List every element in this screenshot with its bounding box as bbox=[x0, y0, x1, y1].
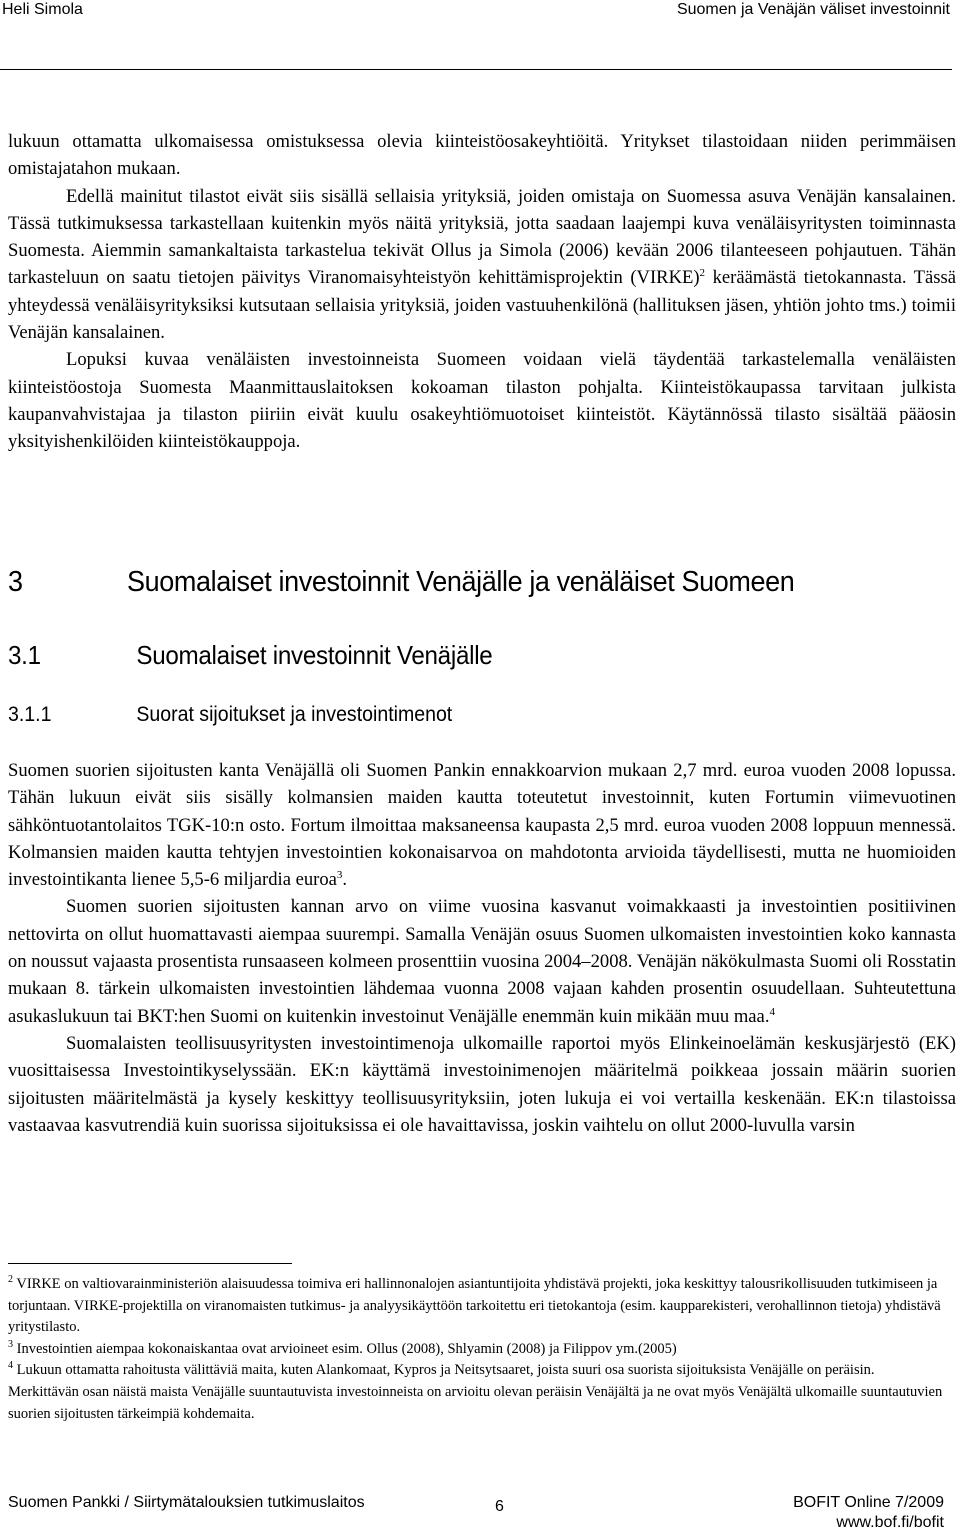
footnotes bbox=[8, 1274, 948, 1425]
footnote-4: $^4$ Lukuun ottamatta rahoitusta välittäviä maita, kuten Alankomaat, Kypros ja Neitsytsaaret, joista suuri osa suorista sijoituksista Venäjälle on peräisin. Merkittävän osan näistä maista Venäjälle suuntautuvista investoinneista on arvioitu olevan peräisin Venäjältä ja ne ovat myös Venäjältä ulkomaille suuntautuvien suorien sijoitusten tärkeimpiä kohdemaita. bbox=[8, 1360, 943, 1422]
header-author: Heli Simola bbox=[2, 1, 83, 18]
section-paragraph-2: Suomen suorien sijoitusten kannan arvo on viime vuosina kasvanut voimakkaasti ja investointien positiivinen nettovirta on ollut huomattavasti aiempaa suurempi. Samalla Venäjän osuus Suomen ulkomaisten investointien koko kannasta on noussut vajaasta prosentista runsaaseen kolmeen prosenttiin vuosina 2004–2008. Venäjän näkökulmasta Suomi oli Rosstatin mukaan 8. tärkein ulkomaisten investointien lähdemaa vuonna 2008 vajaan kahden prosentin osuudellaan. Suhteutettuna asukaslukuun tai BKT:hen Suomi on kuitenkin investoinut Venäjälle enemmän kuin mikään muu maa.$^4$ bbox=[8, 896, 956, 1027]
footnote-ref-4[interactable]: 4 bbox=[769, 1005, 775, 1018]
section-paragraph-1: Suomen suorien sijoitusten kanta Venäjällä oli Suomen Pankin ennakkoarvion mukaan 2,7 mrd. euroa vuoden 2008 lopussa. Tähän lukuun eivät siis sisälly kolmansien maiden kautta toteutetut investoinnit, kuten Fortumin viimevuotinen sähköntuotantolaitos TGK-10:n osto. Fortum ilmoittaa maksaneensa kaupasta 2,5 mrd. euroa vuoden 2008 loppuun mennessä. Kolmansien maiden kautta tehtyjen investointien kokonaisarvoa on mahdotonta arvioida täydellisesti, mutta ne huomioiden investointikanta lienee 5,5-6 miljardia euroa$^3$. bbox=[8, 760, 956, 891]
footer-url[interactable]: www.bof.fi/bofit bbox=[836, 1514, 944, 1531]
intro-paragraph-1: lukuun ottamatta ulkomaisessa omistuksessa olevia kiinteistöosakeyhtiöitä. Yritykset tilastoidaan niiden perimmäisen omistajatahon mukaan. bbox=[8, 131, 956, 180]
footnote-3: $^3$ Investointien aiempaa kokonaiskantaa ovat arvioineet esim. Ollus (2008), Shlyamin (2008) ja Filippov ym.(2005) bbox=[8, 1338, 677, 1357]
section-title: Suomalaiset investoinnit Venäjälle bbox=[136, 640, 493, 670]
subsection-heading bbox=[8, 700, 452, 730]
page-number: 6 bbox=[495, 1498, 504, 1515]
section-number: 3.1 bbox=[8, 640, 41, 670]
footer-series-name: BOFIT Online 7/2009 bbox=[793, 1494, 944, 1511]
intro-paragraph-3: Lopuksi kuvaa venäläisten investoinneista Suomeen voidaan vielä täydentää tarkastelemalla venäläisten kiinteistöostoja Suomesta Maanmittauslaitoksen kokoaman tilaston pohjalta. Kiinteistökaupassa tarvitaan julkista kaupanvahvistajaa ja tilaston piiriin eivät kuulu osakeyhtiömuotoiset kiinteistöt. Käytännössä tilasto sisältää pääosin yksityishenkilöiden kiinteistökauppoja. bbox=[8, 349, 956, 453]
subsection-title: Suorat sijoitukset ja investointimenot bbox=[136, 703, 453, 726]
chapter-number: 3 bbox=[8, 566, 23, 598]
footer-series bbox=[793, 1493, 944, 1533]
header-title: Suomen ja Venäjän väliset investoinnit bbox=[676, 1, 950, 18]
footnote-ref-2[interactable]: 2 bbox=[699, 267, 706, 280]
chapter-heading bbox=[8, 562, 794, 602]
footnote-2: $^2$ VIRKE on valtiovarainministeriön alaisuudessa toimiva eri hallinnonalojen asiantuntijoita yhdistävä projekti, joka keskittyy talousrikollisuuden tutkimiseen ja torjuntaan. VIRKE-projektilla on viranomaisten tutkimus- ja analyysikäyttöön tarkoitettu eri tietokantoja (esim. kaupparekisteri, verohallinnon tietoja) yhdistävä yritystilasto. bbox=[8, 1274, 941, 1336]
section-paragraph-3: Suomalaisten teollisuusyritysten investointimenoja ulkomaille raportoi myös Elinkeinoelämän keskusjärjestö (EK) vuosittaisessa Investointikyselyssään. EK:n käyttämä investoinimenojen määritelmä poikkeaa jossain määrin suorien sijoitusten määritelmästä ja kysely keskittyy teollisuusyrityksiin, joten lukuja ei voi vertailla keskenään. EK:n tilastoissa vastaavaa kasvutrendiä kuin suorissa sijoituksissa ei ole havaittavissa, joskin vaihtelu on ollut 2000-luvulla varsin bbox=[8, 1032, 956, 1136]
intro-paragraph-2: Edellä mainitut tilastot eivät siis sisällä sellaisia yrityksiä, joiden omistaja on Suomessa asuva Venäjän kansalainen. Tässä tutkimuksessa tarkastellaan kuitenkin myös näitä yrityksiä, jotta saadaan laajempi kuva venäläisyritysten toiminnasta Suomesta. Aiemmin samankaltaista tarkastelua tekivät Ollus ja Simola (2006) kevään 2006 tilanteeseen pohjautuen. Tähän tarkasteluun on saatu tietojen päivitys Viranomaisyhteistyön kehittämisprojektin (VIRKE)$^2$ keräämästä tietokannasta. Tässä yhteydessä venäläisyrityksiksi kutsutaan sellaisia yrityksiä, joiden vastuuhenkilönä (hallituksen jäsen, yhtiön johto tms.) toimii Venäjän kansalainen. bbox=[8, 185, 956, 344]
chapter-title: Suomalaiset investoinnit Venäjälle ja venäläiset Suomeen bbox=[127, 566, 795, 598]
header-rule bbox=[0, 69, 952, 70]
section-text bbox=[8, 757, 956, 1139]
intro-text bbox=[8, 128, 956, 456]
section-heading bbox=[8, 637, 492, 673]
footnote-rule bbox=[8, 1263, 292, 1264]
page-header bbox=[0, 0, 960, 24]
footnote-ref-3[interactable]: 3 bbox=[336, 869, 343, 881]
footer-publisher: Suomen Pankki / Siirtymätalouksien tutkimuslaitos bbox=[8, 1494, 365, 1511]
subsection-number: 3.1.1 bbox=[8, 703, 52, 726]
